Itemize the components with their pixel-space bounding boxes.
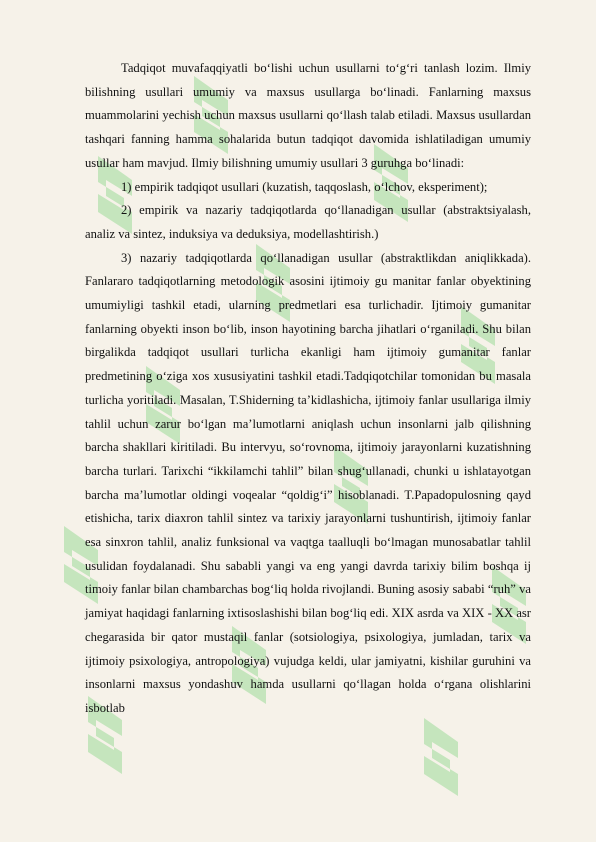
paragraph-intro: Tadqiqot muvafaqqiyatli bo‘lishi uchun usullarni to‘g‘ri tanlash lozim. Ilmiy bilishning usullari umumiy va maxsus usullarga bo‘linadi. Fanlarning maxsus muammolarini yechish uchun maxsus usullarni qo‘llash talab etiladi. Maxsus usullardan tashqari fanning hamma sohalarida butun tadqiqot davomida ishlatiladigan umumiy usullar ham mavjud. Ilmiy bilishning umumiy usullari 3 guruhga bo‘linadi: <box>85 61 531 170</box>
list-item-2: 2) empirik va nazariy tadqiqotlarda qo‘llanadigan usullar (abstraktsiyalash, analiz va sintez, induksiya va deduksiya, modellashtirish.) <box>85 203 531 241</box>
list-item-3: 3) nazariy tadqiqotlarda qo‘llanadigan usullar (abstraktlikdan aniqlikkada). Fanlararo tadqiqotlarning metodologik asosini ijtimoiy gu manitar fanlar obyektining umumiyligi tashkil etadi, ularning predmetlari esa turlichadir. Ijtimoiy gumanitar fanlarning obyekti inson bo‘lib, inson hayotining barcha jihatlari o‘rganiladi. Shu bilan birgalikda tadqiqot usullari turlicha ekanligi ham ijtimoiy gumanitar fanlar predmetining o‘ziga xos xususiyatini tashkil etadi.Tadqiqotchilar tomonidan bu masala turlicha yoritiladi. Masalan, T.Shiderning ta’kidlashicha, ijtimoiy fanlar usullariga ilmiy tahlil uchun zarur bo‘lgan ma’lumotlarni aniqlash uchun insonlarni jalb qilishning barcha shakllari kiritiladi. Bu intervyu, so‘rovnoma, ijtimoiy jarayonlarni kuzatishning barcha turlari. Tarixchi “ikkilamchi tahlil” bilan shug‘ullanadi, chunki u ishlatayotgan barcha ma’lumotlar oldingi voqealar “qoldig‘i” hisoblanadi. T.Papadopulosning qayd etishicha, tarix diaxron tahlil sintez va tarixiy jarayonlarni tushuntirish, ijtimoiy fanlar esa sinxron tahlil, analiz funksional va vaqtga taalluqli bo‘lmagan munosabatlar tahlil usulidan foydalanadi. Shu sababli yangi va eng yangi davrda tarixiy bilim boshqa ij timoiy fanlar bilan chambarchas bog‘liq holda rivojlandi. Buning asosiy sababi “ruh” va jamiyat haqidagi fanlarning ixtisoslashishi bilan bog‘liq edi. XIX asrda va XIX - XX asr chegarasida bir qator mustaqil fanlar (sotsiologiya, psixologiya, jumladan, tarix va ijtimoiy psixologiya, antropologiya) vujudga keldi, ular jamiyatni, kishilar guruhini va insonlarni maxsus yondashuv hamda usullarni qo‘llagan holda o‘rgana olishlarini isbotlab <box>85 250 531 715</box>
watermark-logo-icon <box>418 712 464 802</box>
document-body <box>85 57 531 721</box>
list-item-1: 1) empirik tadqiqot usullari (kuzatish, taqqoslash, o‘lchov, eksperiment); <box>121 179 488 194</box>
